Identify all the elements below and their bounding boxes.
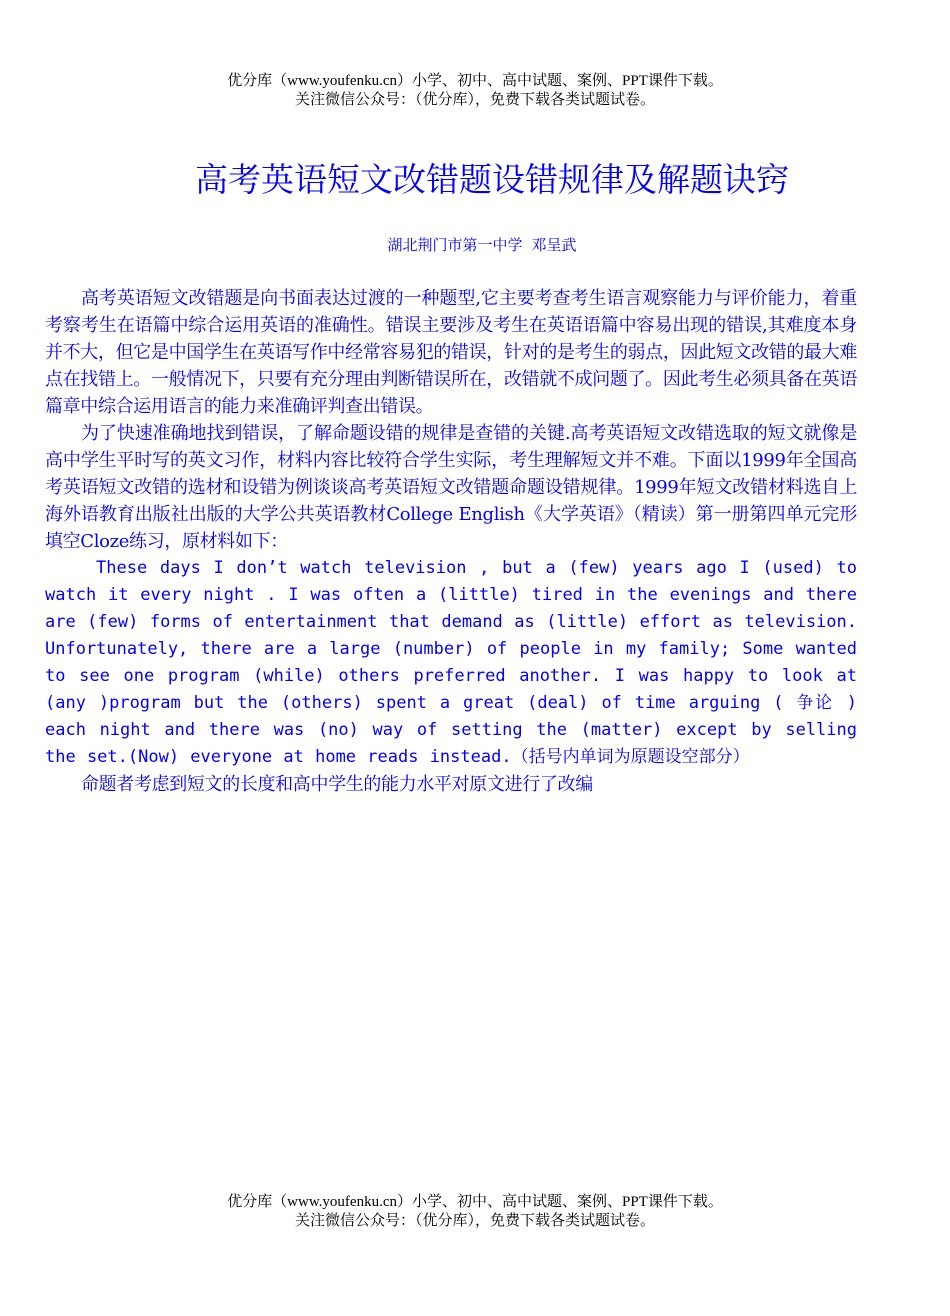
document-author: 湖北荆门市第一中学 邓呈武 [387, 236, 577, 254]
header-line-2: 关注微信公众号：（优分库），免费下载各类试题试卷。 [294, 92, 655, 108]
page-header [0, 72, 950, 110]
footer-line-1: 优分库（www.youfenku.cn）小学、初中、高中试题、案例、PPT课件下载。 [227, 1194, 723, 1210]
footer-line-2: 关注微信公众号：（优分库），免费下载各类试题试卷。 [294, 1213, 655, 1229]
header-line-1: 优分库（www.youfenku.cn）小学、初中、高中试题、案例、PPT课件下载。 [227, 73, 723, 89]
page-footer [0, 1193, 950, 1231]
paragraph-method: 为了快速准确地找到错误，了解命题设错的规律是查错的关键.高考英语短文改错选取的短文就像是高中学生平时写的英文习作，材料内容比较符合学生实际，考生理解短文并不难。下面以1999年全国高考英语短文改错的选材和设错为例谈谈高考英语短文改错题命题设错规律。1999年短文改错材料选自上海外语教育出版社出版的大学公共英语教材College English《大学英语》（精读）第一册第四单元完形填空Cloze练习，原材料如下： [45, 423, 857, 552]
paragraph-adaptation: 命题者考虑到短文的长度和高中学生的能力水平对原文进行了改编 [81, 774, 593, 795]
document-body [45, 285, 857, 798]
paragraph-original-text: These days I don’t watch television , but a (few) years ago I (used) to watch it every night . I was often a (little) tired in the evenings and there are (few) forms of entertainment that demand as (little) effort as television. Unfortunately, there are a large (number) of people in my family; Some wanted to see one program (while) others preferred another. I was happy to look at (any )program but the (others) spent a great (deal) of time arguing ( 争论 ) each night and there was (no) way of setting the (matter) except by selling the set.(Now) everyone at home reads instead.（括号内单词为原题设空部分） [45, 558, 857, 767]
document-title: 高考英语短文改错题设错规律及解题诀窍 [195, 160, 789, 199]
paragraph-intro: 高考英语短文改错题是向书面表达过渡的一种题型,它主要考查考生语言观察能力与评价能力，着重考察考生在语篇中综合运用英语的准确性。错误主要涉及考生在英语语篇中容易出现的错误,其难度本身并不大，但它是中国学生在英语写作中经常容易犯的错误，针对的是考生的弱点，因此短文改错的最大难点在找错上。一般情况下，只要有充分理由判断错误所在，改错就不成问题了。因此考生必须具备在英语篇章中综合运用语言的能力来准确评判查出错误。 [45, 288, 857, 417]
